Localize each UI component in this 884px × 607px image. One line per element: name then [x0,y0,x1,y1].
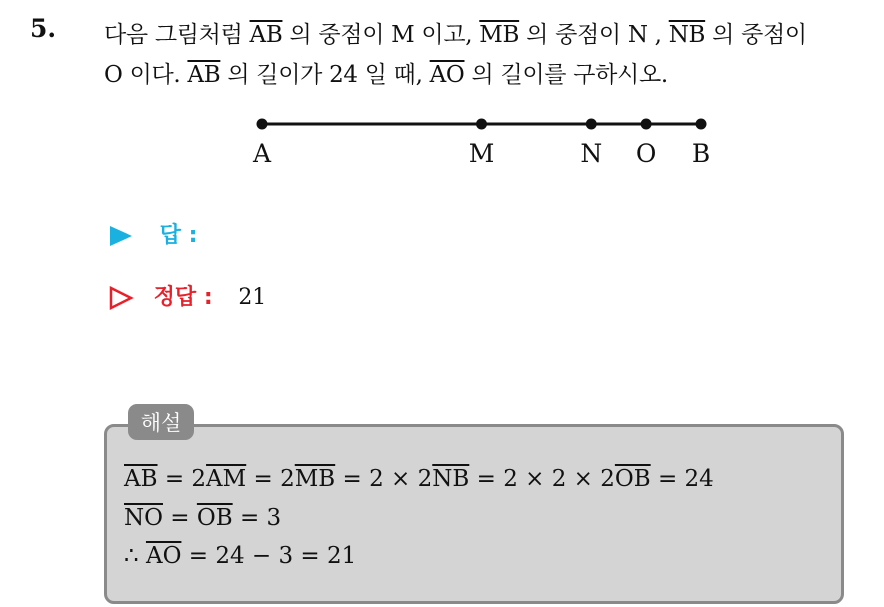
correct-answer-row [108,280,266,311]
segment-name: $\overline{AO}$ [429,62,465,88]
explanation-line-1 [124,466,714,492]
text-run: = 2 [157,466,207,492]
point-b-dot [696,119,707,130]
text-run: 의 중점이 [705,22,807,48]
outline-triangle-icon [108,286,134,310]
question-text-line-1 [104,16,807,49]
text-run: = 2 × 2 × 2 [469,466,615,492]
text-run: 의 중점이 N , [519,22,669,48]
text-run: 의 길이가 24 일 때, [220,62,430,88]
line-segment-figure [230,108,750,168]
point-m-label: M [468,139,495,168]
answer-label: 답 : [159,223,198,248]
segment-name: $\overline{OB}$ [614,466,651,492]
segment-name: $\overline{NB}$ [432,466,470,492]
text-run: = 24 [650,466,714,492]
point-m-dot [476,119,487,130]
text-run: = 24 − 3 = 21 [181,543,357,569]
point-o-dot [641,119,652,130]
correct-answer-label: 정답 : [153,285,213,310]
segment-name: $\overline{AB}$ [187,62,221,88]
text-run: 의 길이를 구하시오. [464,62,668,88]
explanation-line-2 [124,505,281,531]
explanation-tab: 해설 [128,404,194,440]
text-run: O 이다. [104,62,188,88]
text-run: 의 중점이 M 이고, [282,22,480,48]
segment-name: $\overline{OB}$ [196,505,233,531]
text-run: = 2 × 2 [335,466,433,492]
text-run: = 3 [232,505,282,531]
point-a-label: A [252,139,272,168]
segment-name: $\overline{AM}$ [206,466,247,492]
filled-triangle-icon [108,225,134,247]
segment-name: $\overline{MB}$ [479,22,520,48]
segment-points [252,119,710,169]
answer-row [108,218,215,249]
segment-name: $\overline{AB}$ [124,466,158,492]
question-text-line-2 [104,56,668,89]
text-run: = [162,505,197,531]
segment-name: $\overline{AB}$ [249,22,283,48]
question-number: 5. [30,14,57,43]
point-o-label: O [635,139,657,168]
segment-name: $\overline{NB}$ [668,22,706,48]
text-run: ∴ [124,543,146,569]
point-n-label: N [580,139,603,168]
correct-answer-value: 21 [238,285,267,310]
point-b-label: B [691,139,711,168]
explanation-line-3 [124,543,356,569]
segment-name: $\overline{MB}$ [294,466,336,492]
point-a-dot [257,119,268,130]
segment-name: $\overline{NO}$ [124,505,163,531]
text-run: 다음 그림처럼 [104,22,250,48]
text-run: = 2 [246,466,295,492]
segment-name: $\overline{AO}$ [145,543,182,569]
point-n-dot [586,119,597,130]
